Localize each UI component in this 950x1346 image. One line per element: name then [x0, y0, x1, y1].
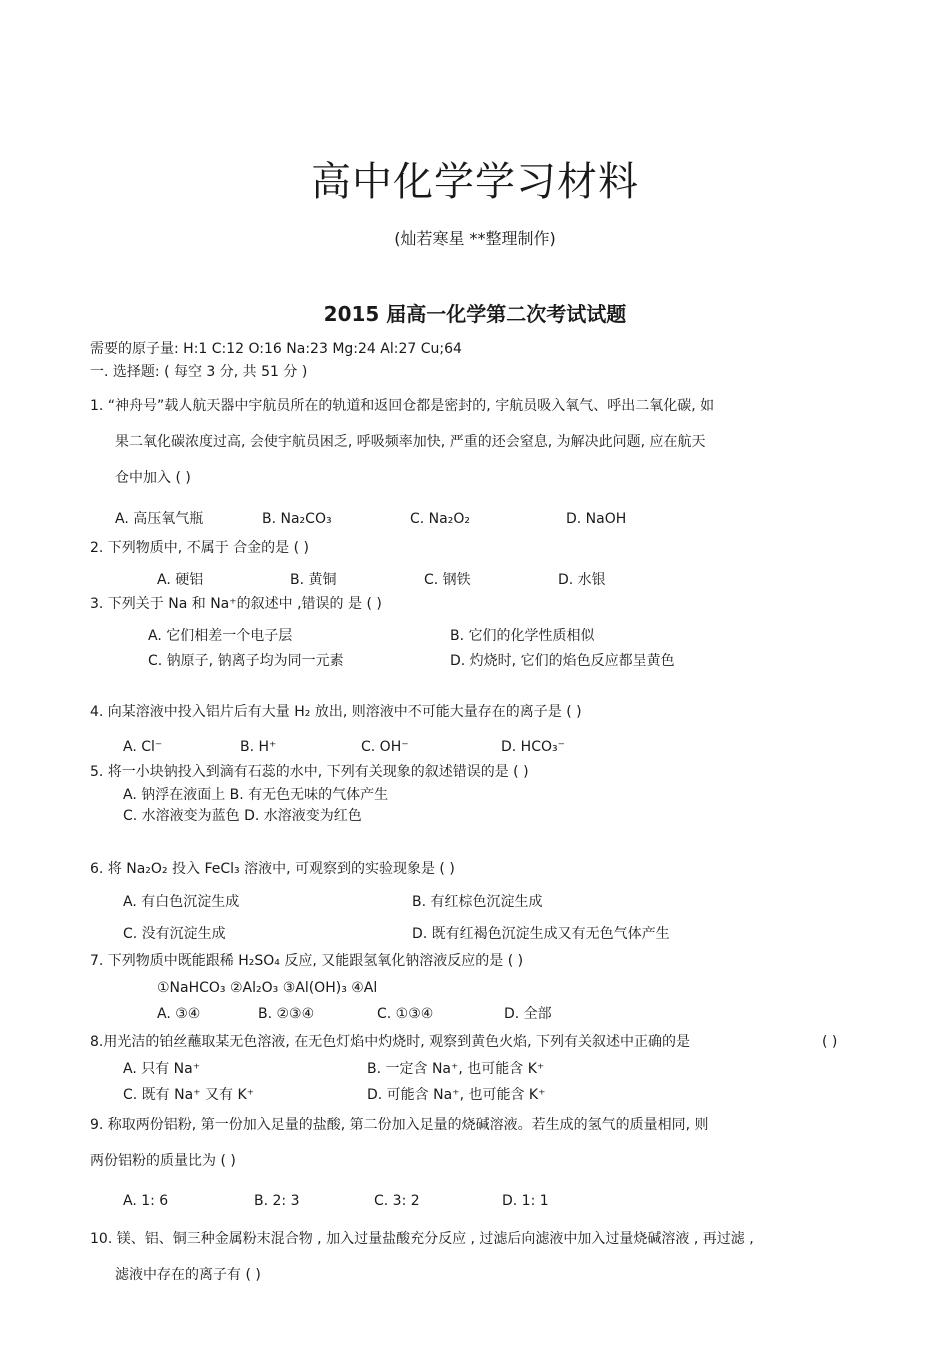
exam-title: 2015 届高一化学第二次考试试题 — [323, 302, 627, 326]
question-8-option-d: D. 可能含 Na⁺, 也可能含 K⁺ — [367, 1087, 546, 1103]
question-9-line-1: 9. 称取两份铝粉, 第一份加入足量的盐酸, 第二份加入足量的烧碱溶液。若生成的氢气的质量相同, 则 — [90, 1117, 709, 1133]
document-title: 高中化学学习材料 — [311, 159, 639, 205]
question-7-stem: 7. 下列物质中既能跟稀 H₂SO₄ 反应, 又能跟氢氧化钠溶液反应的是 ( ) — [90, 953, 524, 969]
question-5-options-ab: A. 钠浮在液面上 B. 有无色无味的气体产生 — [123, 787, 389, 803]
question-3-option-d: D. 灼烧时, 它们的焰色反应都呈黄色 — [450, 653, 675, 669]
question-9-option-a: A. 1: 6 — [123, 1193, 169, 1209]
question-6-option-a: A. 有白色沉淀生成 — [123, 894, 240, 910]
question-10-line-1: 10. 镁、铝、铜三种金属粉末混合物 , 加入过量盐酸充分反应 , 过滤后向滤液中加入过量烧碱溶液 , 再过滤 , — [90, 1231, 754, 1247]
question-5-options-cd: C. 水溶液变为蓝色 D. 水溶液变为红色 — [123, 808, 362, 824]
question-6-option-d: D. 既有红褐色沉淀生成又有无色气体产生 — [412, 926, 670, 942]
question-9-option-c: C. 3: 2 — [374, 1193, 420, 1209]
question-8-option-b: B. 一定含 Na⁺, 也可能含 K⁺ — [367, 1061, 545, 1077]
question-7-option-c: C. ①③④ — [377, 1006, 434, 1022]
question-7-items: ①NaHCO₃ ②Al₂O₃ ③Al(OH)₃ ④Al — [157, 980, 378, 996]
question-1-option-b: B. Na₂CO₃ — [262, 511, 332, 527]
question-8-answer-paren: ( ) — [822, 1034, 838, 1050]
question-6-stem: 6. 将 Na₂O₂ 投入 FeCl₃ 溶液中, 可观察到的实验现象是 ( ) — [90, 861, 455, 877]
question-4-stem: 4. 向某溶液中投入铝片后有大量 H₂ 放出, 则溶液中不可能大量存在的离子是 ( ) — [90, 704, 582, 720]
question-8-stem: 8.用光洁的铂丝蘸取某无色溶液, 在无色灯焰中灼烧时, 观察到黄色火焰, 下列有关叙述中正确的是 — [90, 1034, 691, 1050]
question-1-option-d: D. NaOH — [566, 511, 627, 527]
question-4-option-d: D. HCO₃⁻ — [501, 739, 566, 755]
question-2-option-c: C. 钢铁 — [424, 572, 471, 588]
question-5-stem: 5. 将一小块钠投入到滴有石蕊的水中, 下列有关现象的叙述错误的是 ( ) — [90, 764, 529, 780]
question-3-option-b: B. 它们的化学性质相似 — [450, 628, 595, 644]
question-2-option-d: D. 水银 — [558, 572, 606, 588]
question-1-option-a: A. 高压氧气瓶 — [115, 511, 204, 527]
question-1-line-1: 1. “神舟号”载人航天器中宇航员所在的轨道和返回仓都是密封的, 宇航员吸入氧气、呼出二氧化碳, 如 — [90, 398, 715, 414]
question-7-option-b: B. ②③④ — [258, 1006, 315, 1022]
question-7-option-d: D. 全部 — [504, 1006, 552, 1022]
question-2-stem: 2. 下列物质中, 不属于 合金的是 ( ) — [90, 540, 309, 556]
question-3-stem: 3. 下列关于 Na 和 Na⁺的叙述中 ,错误的 是 ( ) — [90, 596, 382, 612]
document-subtitle: (灿若寒星 **整理制作) — [394, 229, 556, 248]
question-1-option-c: C. Na₂O₂ — [410, 511, 470, 527]
question-1-line-2: 果二氧化碳浓度过高, 会使宇航员困乏, 呼吸频率加快, 严重的还会窒息, 为解决此问题, 应在航天 — [115, 434, 706, 450]
question-3-option-a: A. 它们相差一个电子层 — [148, 628, 293, 644]
question-6-option-c: C. 没有沉淀生成 — [123, 926, 226, 942]
question-7-option-a: A. ③④ — [157, 1006, 201, 1022]
question-2-option-b: B. 黄铜 — [290, 572, 337, 588]
question-8-option-c: C. 既有 Na⁺ 又有 K⁺ — [123, 1087, 255, 1103]
question-4-option-c: C. OH⁻ — [361, 739, 409, 755]
question-8-option-a: A. 只有 Na⁺ — [123, 1061, 201, 1077]
question-9-option-d: D. 1: 1 — [502, 1193, 549, 1209]
question-4-option-a: A. Cl⁻ — [123, 739, 163, 755]
question-3-option-c: C. 钠原子, 钠离子均为同一元素 — [148, 653, 344, 669]
question-1-line-3: 仓中加入 ( ) — [115, 470, 191, 486]
section-heading: 一. 选择题: ( 每空 3 分, 共 51 分 ) — [90, 364, 308, 380]
question-4-option-b: B. H⁺ — [240, 739, 277, 755]
question-9-line-2: 两份铝粉的质量比为 ( ) — [90, 1153, 236, 1169]
atomic-mass-line: 需要的原子量: H:1 C:12 O:16 Na:23 Mg:24 Al:27 Cu;64 — [90, 341, 462, 357]
question-9-option-b: B. 2: 3 — [254, 1193, 300, 1209]
question-2-option-a: A. 硬铝 — [157, 572, 204, 588]
question-10-line-2: 滤液中存在的离子有 ( ) — [115, 1267, 261, 1283]
question-6-option-b: B. 有红棕色沉淀生成 — [412, 894, 543, 910]
